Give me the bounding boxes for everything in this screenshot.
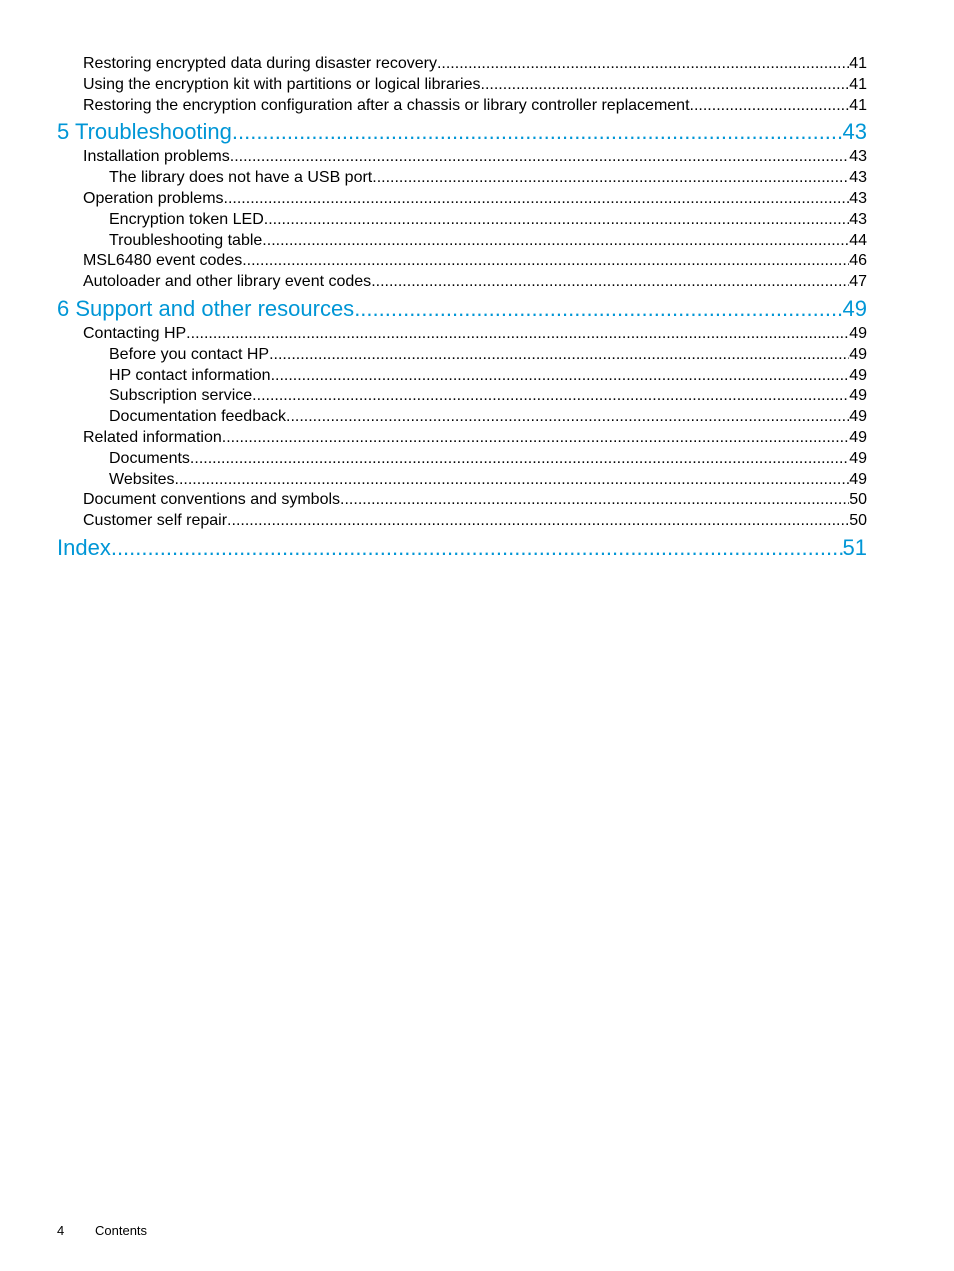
toc-entry-page: 49 [849,387,867,405]
toc-leader-dots [186,324,849,345]
toc-subentry[interactable] [57,449,867,470]
toc-entry-page: 49 [849,366,867,384]
toc-leader-dots [232,118,843,146]
table-of-contents [57,54,867,563]
toc-entry-label: Subscription service [109,387,253,405]
toc-entry-label: Documents [109,449,190,467]
toc-entry-label: The library does not have a USB port [109,169,373,187]
toc-leader-dots [242,251,849,272]
toc-chapter-label: Index [57,534,111,560]
toc-leader-dots [175,470,850,491]
toc-leader-dots [286,407,849,428]
toc-entry[interactable] [57,324,867,345]
toc-entry-page: 50 [849,512,867,530]
toc-leader-dots [111,534,843,562]
toc-entry-page: 49 [849,449,867,467]
toc-leader-dots [222,428,849,449]
toc-leader-dots [252,386,849,407]
toc-entry-label: Troubleshooting table [109,231,263,249]
toc-leader-dots [190,449,849,470]
toc-entry-page: 47 [849,273,867,291]
toc-entry-label: Customer self repair [83,512,228,530]
toc-subentry[interactable] [57,470,867,491]
toc-entry-page: 50 [849,491,867,509]
toc-entry-page: 49 [849,470,867,488]
toc-entry-page: 49 [849,324,867,342]
toc-leader-dots [437,54,849,75]
toc-leader-dots [262,231,849,252]
toc-subentry[interactable] [57,210,867,231]
toc-leader-dots [340,490,849,511]
toc-leader-dots [227,511,849,532]
toc-entry-page: 44 [849,231,867,249]
toc-subentry[interactable] [57,407,867,428]
toc-entry-label: Encryption token LED [109,210,264,228]
toc-entry-label: Restoring encrypted data during disaster recovery [83,55,437,72]
toc-leader-dots [264,210,849,231]
toc-entry-label: Websites [109,470,175,488]
toc-entry-label: Document conventions and symbols [83,491,341,509]
toc-leader-dots [371,272,849,293]
toc-entry[interactable] [57,511,867,532]
toc-leader-dots [224,189,850,210]
toc-entry[interactable] [57,251,867,272]
toc-entry-label: Before you contact HP [109,345,270,363]
toc-entry-page: 46 [849,252,867,270]
toc-leader-dots [354,295,842,323]
toc-subentry[interactable] [57,386,867,407]
toc-entry-label: Using the encryption kit with partitions or logical libraries [83,75,481,93]
toc-entry-page: 43 [849,169,867,187]
toc-entry[interactable] [57,189,867,210]
toc-chapter-index[interactable] [57,534,867,562]
toc-chapter-page: 51 [842,534,867,560]
toc-entry[interactable] [57,75,867,96]
toc-chapter-troubleshooting[interactable] [57,118,867,146]
toc-subentry[interactable] [57,345,867,366]
toc-entry-page: 41 [849,75,867,93]
toc-entry[interactable] [57,96,867,117]
toc-entry-label: Documentation feedback [109,408,286,426]
toc-leader-dots [271,366,850,387]
toc-leader-dots [269,345,849,366]
toc-entry-label: Contacting HP [83,324,187,342]
toc-entry-page: 43 [849,210,867,228]
toc-entry-label: Operation problems [83,189,224,207]
toc-entry-page: 41 [849,96,867,114]
footer-section-title: Contents [95,1223,148,1238]
page-number: 4 [57,1223,65,1238]
toc-entry-label: Installation problems [83,148,230,166]
toc-leader-dots [481,75,850,96]
toc-subentry[interactable] [57,168,867,189]
toc-subentry[interactable] [57,366,867,387]
toc-entry-page: 49 [849,345,867,363]
toc-chapter-label: 6 Support and other resources [57,295,355,321]
toc-leader-dots [690,96,850,117]
toc-entry-page: 43 [849,189,867,207]
toc-chapter-page: 49 [842,295,867,321]
toc-entry-label: HP contact information [109,366,271,384]
page-footer [57,1223,147,1238]
toc-leader-dots [372,168,849,189]
toc-entry[interactable] [57,428,867,449]
toc-entry-page: 49 [849,408,867,426]
toc-chapter-page: 43 [842,119,867,145]
toc-entry[interactable] [57,272,867,293]
toc-entry-label: MSL6480 event codes [83,252,243,270]
toc-chapter-support[interactable] [57,295,867,323]
toc-chapter-label: 5 Troubleshooting [57,119,232,145]
toc-entry-page: 43 [849,148,867,166]
toc-subentry[interactable] [57,231,867,252]
toc-entry[interactable] [57,54,867,75]
toc-entry-label: Autoloader and other library event codes [83,273,372,291]
toc-leader-dots [230,147,849,168]
toc-entry[interactable] [57,490,867,511]
toc-entry-page: 41 [849,55,867,72]
toc-entry-label: Restoring the encryption configuration after a chassis or library controller replacement [83,96,690,114]
toc-entry-page: 49 [849,428,867,446]
toc-entry[interactable] [57,147,867,168]
toc-entry-label: Related information [83,428,222,446]
